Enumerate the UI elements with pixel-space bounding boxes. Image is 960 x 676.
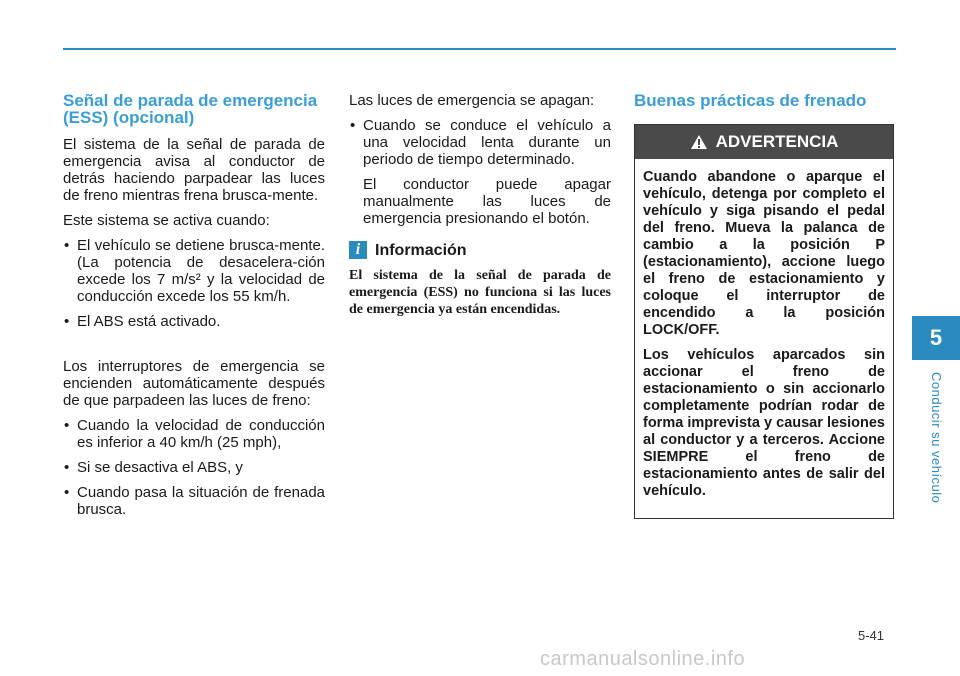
info-text: El sistema de la señal de parada de emergencia (ESS) no funciona si las luces de emergencia ya están encendidas.	[349, 268, 611, 317]
info-icon: i	[349, 241, 367, 259]
warning-paragraph: Los vehículos aparcados sin accionar el freno de estacionamiento o sin accionarlo completamente podrían rodar de forma imprevista y causar lesiones al conductor y a terceros. Accione SIEMPRE el freno de estacionamiento antes de salir del vehículo.	[643, 347, 885, 499]
top-rule	[63, 48, 896, 50]
column-2	[349, 92, 611, 326]
list-item: • Cuando pasa la situación de frenada brusca.	[64, 484, 325, 518]
watermark: carmanualsonline.info	[540, 648, 746, 670]
list-item: • Si se desactiva el ABS, y	[64, 459, 243, 476]
page-number: 5-41	[858, 628, 885, 643]
paragraph: El sistema de la señal de parada de emergencia avisa al conductor de detrás haciendo parpadear las luces de freno mientras frena brusca-mente.	[63, 136, 325, 204]
warning-box	[634, 124, 894, 519]
info-header	[349, 241, 611, 259]
list-item: • Cuando se conduce el vehículo a una velocidad lenta durante un periodo de tiempo determinado.	[350, 117, 611, 168]
paragraph: El conductor puede apagar manualmente las luces de emergencia presionando el botón.	[363, 176, 611, 227]
section-heading-braking: Buenas prácticas de frenado	[634, 91, 867, 110]
warning-body	[635, 159, 893, 500]
warning-title: ADVERTENCIA	[715, 132, 839, 151]
bullet-list	[349, 117, 611, 168]
list-item: • El vehículo se detiene brusca-mente. (La potencia de desacelera-ción excede los 7 m/s² y la velocidad de conducción excede los 55 km/h.	[64, 237, 325, 305]
warning-paragraph: Cuando abandone o aparque el vehículo, detenga por completo el vehículo y siga pisando el pedal del freno. Mueva la palanca de cambio a la posición P (estacionamiento), accione luego el freno de estacionamiento y coloque el interruptor de encendido a la posición LOCK/OFF.	[643, 169, 885, 338]
chapter-tab: 5	[912, 316, 960, 360]
info-title: Información	[375, 241, 467, 259]
list-item: • Cuando la velocidad de conducción es inferior a 40 km/h (25 mph),	[64, 417, 325, 451]
warning-triangle-icon	[690, 134, 708, 150]
warning-header	[635, 125, 893, 159]
column-1	[63, 92, 325, 526]
paragraph: Las luces de emergencia se apagan:	[349, 92, 595, 109]
chapter-label: Conducir su vehículo	[929, 372, 944, 504]
column-3	[634, 92, 896, 119]
paragraph: Este sistema se activa cuando:	[63, 212, 270, 229]
bullet-list	[63, 237, 325, 330]
list-item: • El ABS está activado.	[64, 313, 221, 330]
bullet-list	[63, 417, 325, 518]
section-heading-ess: Señal de parada de emergencia (ESS) (opcional)	[63, 91, 318, 127]
paragraph: Los interruptores de emergencia se encienden automáticamente después de que parpadeen las luces de freno:	[63, 358, 325, 409]
